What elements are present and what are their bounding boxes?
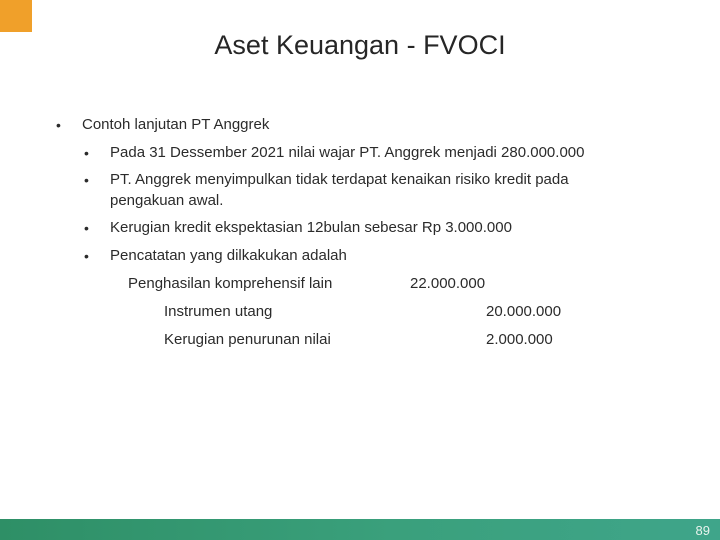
journal-credit-account: Kerugian penurunan nilai bbox=[164, 331, 331, 348]
journal-debit-amount: 22.000.000 bbox=[410, 275, 486, 292]
bullet-level2-text-continued: pengakuan awal. bbox=[110, 192, 224, 209]
slide-title: Aset Keuangan - FVOCI bbox=[214, 30, 506, 60]
bullet-level2-text: Kerugian kredit ekspektasian 12bulan sebesar Rp 3.000.000 bbox=[110, 219, 512, 236]
bullet-marker: • bbox=[84, 172, 89, 188]
journal-credit-account: Instrumen utang bbox=[164, 303, 273, 320]
bullet-marker: • bbox=[84, 220, 89, 236]
journal-credit-amount: 20.000.000 bbox=[486, 303, 562, 320]
page-number: 89 bbox=[695, 523, 710, 538]
bullet-level2-text: Pada 31 Dessember 2021 nilai wajar PT. Anggrek menjadi 280.000.000 bbox=[110, 144, 585, 161]
bullet-level2-text: Pencatatan yang dilkakukan adalah bbox=[110, 247, 347, 264]
corner-accent-square bbox=[0, 0, 32, 32]
bullet-marker: • bbox=[56, 117, 61, 133]
bullet-marker: • bbox=[84, 248, 89, 264]
bullet-level2-text: PT. Anggrek menyimpulkan tidak terdapat kenaikan risiko kredit pada bbox=[110, 171, 569, 188]
bullet-marker: • bbox=[84, 145, 89, 161]
footer-bar bbox=[0, 519, 720, 540]
bullet-level1-text: Contoh lanjutan PT Anggrek bbox=[82, 116, 270, 133]
journal-debit-account: Penghasilan komprehensif lain bbox=[128, 275, 333, 292]
journal-credit-amount: 2.000.000 bbox=[486, 331, 553, 348]
